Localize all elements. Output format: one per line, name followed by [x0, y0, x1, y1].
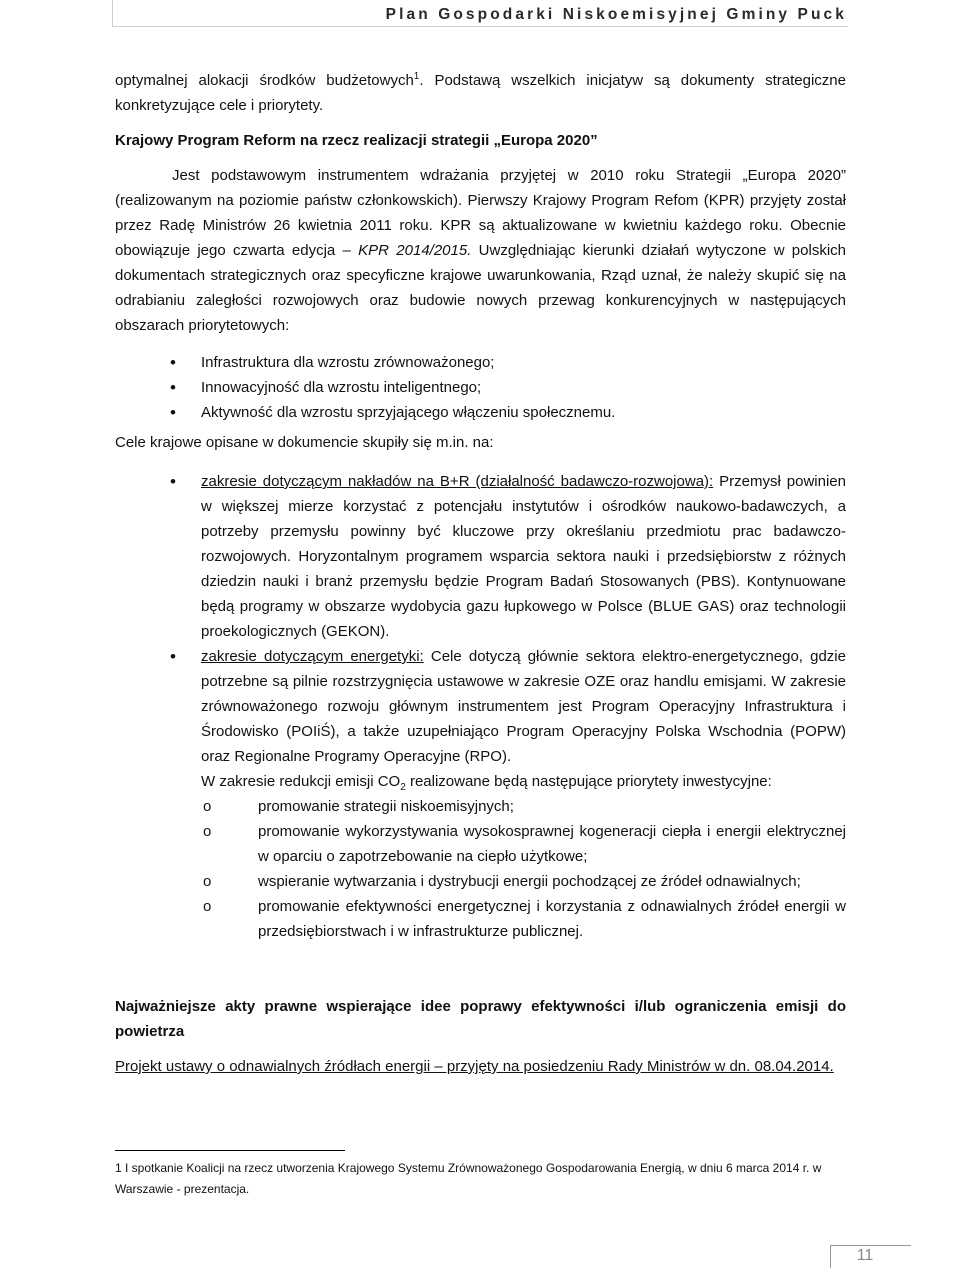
page-body	[115, 68, 846, 1079]
goal-energy-text: Cele dotyczą głównie sektora elektro-energetycznego, gdzie potrzebne są pilnie rozstrzygnięcia ustawowe w zakresie OZE oraz handlu emisjami. W zakresie zrównoważonego rozwoju głównym instrumentem jest Program Operacyjny Infrastruktura i Środowisko (POIiŚ), a także uzupełniająco Program Operacyjny Polska Wschodnia (POPW) oraz Regionalne Programy Operacyjne (RPO).	[201, 648, 846, 765]
intro-text-a: optymalnej alokacji środków budżetowych	[115, 72, 414, 89]
priority-list	[115, 350, 846, 425]
investment-item: o wspieranie wytwarzania i dystrybucji energii pochodzącej ze źródeł odnawialnych;	[201, 869, 846, 894]
kpr-heading: Krajowy Program Reform na rzecz realizacji strategii „Europa 2020”	[115, 132, 598, 149]
page-number: 11	[856, 1247, 874, 1264]
priority-item: • Innowacyjność dla wzrostu inteligentnego;	[115, 375, 846, 400]
intro-paragraph	[115, 68, 846, 118]
kpr-paragraph	[115, 163, 846, 338]
investment-list	[201, 794, 846, 944]
kpr-edition: KPR 2014/2015.	[358, 242, 472, 259]
footnote-separator	[115, 1150, 345, 1151]
kpr-text-a: Jest podstawowym instrumentem wdrażania przyjętej w 2010 roku Strategii „Europa 2020” (realizowanym na poziomie państw członkowskich). Pierwszy Krajowy Program Refom (KPR) przyjęty został przez Radę Ministrów 26 kwietnia 2011 roku. KPR są aktualizowane w kwietniu każdego roku. Obecnie obowiązuje jego czwarta edycja –	[115, 167, 846, 259]
goals-list	[115, 469, 846, 944]
goal-rnd-label: zakresie dotyczącym nakładów na B+R (działalność badawczo-rozwojowa):	[201, 473, 714, 490]
investment-item: o promowanie efektywności energetycznej i korzystania z odnawialnych źródeł energii w przedsiębiorstwach i w infrastrukturze publicznej.	[201, 894, 846, 944]
draft-act-link[interactable]: Projekt ustawy o odnawialnych źródłach energii – przyjęty na posiedzeniu Rady Ministrów w dn. 08.04.2014.	[115, 1058, 834, 1075]
goals-intro: Cele krajowe opisane w dokumencie skupiły się m.in. na:	[115, 434, 494, 451]
co2-subscript: 2	[400, 782, 406, 793]
investment-item: o promowanie strategii niskoemisyjnych;	[201, 794, 846, 819]
kpr-text-b: Uwzględniając kierunki działań wytyczone w polskich dokumentach strategicznych oraz specyficzne krajowe uwarunkowania, Rząd uznał, że należy skupić się na odrabianiu zaległości rozwojowych oraz budowie nowych przewag konkurencyjnych w następujących obszarach priorytetowych:	[115, 242, 847, 334]
intro-text-b: . Podstawą wszelkich inicjatyw są dokumenty strategiczne konkretyzujące cele i priorytety.	[115, 72, 846, 114]
running-header: Plan Gospodarki Niskoemisyjnej Gminy Puck	[385, 6, 847, 23]
investment-item: o promowanie wykorzystywania wysokosprawnej kogeneracji ciepła i energii elektrycznej w oparciu o zapotrzebowanie na ciepło użytkowe;	[201, 819, 846, 869]
goal-item-energy	[115, 644, 846, 944]
footnote-ref[interactable]: 1	[413, 71, 420, 82]
priority-item: • Infrastruktura dla wzrostu zrównoważonego;	[115, 350, 846, 375]
co2-intro: W zakresie redukcji emisji $CO_2$ realizowane będą następujące priorytety inwestycyjne:	[201, 773, 772, 793]
footnote: 1 I spotkanie Koalicji na rzecz utworzenia Krajowego Systemu Zrównoważonego Gospodarowania Energią, w dniu 6 marca 2014 r. w Warszawie - prezentacja.	[115, 1161, 822, 1196]
goal-item-rnd	[115, 469, 846, 644]
priority-item: • Aktywność dla wzrostu sprzyjającego włączeniu społecznemu.	[115, 400, 846, 425]
legal-acts-heading: Najważniejsze akty prawne wspierające idee poprawy efektywności i/lub ograniczenia emisji do powietrza	[115, 998, 846, 1040]
goal-energy-label: zakresie dotyczącym energetyki:	[201, 648, 424, 665]
goal-rnd-text: Przemysł powinien w większej mierze korzystać z potencjału instytutów i ośrodków naukowo-badawczych, a potrzeby przemysłu powinny być kluczowe przy określaniu przedmiotu prac badawczo-rozwojowych. Horyzontalnym programem wsparcia sektora nauki i przedsiębiorstw z różnych dziedzin nauki i branż przemysłu będzie Program Badań Stosowanych (PBS). Kontynuowane będą programy w obszarze wydobycia gazu łupkowego w Polsce (BLUE GAS) oraz technologii proekologicznych (GEKON).	[201, 473, 846, 640]
